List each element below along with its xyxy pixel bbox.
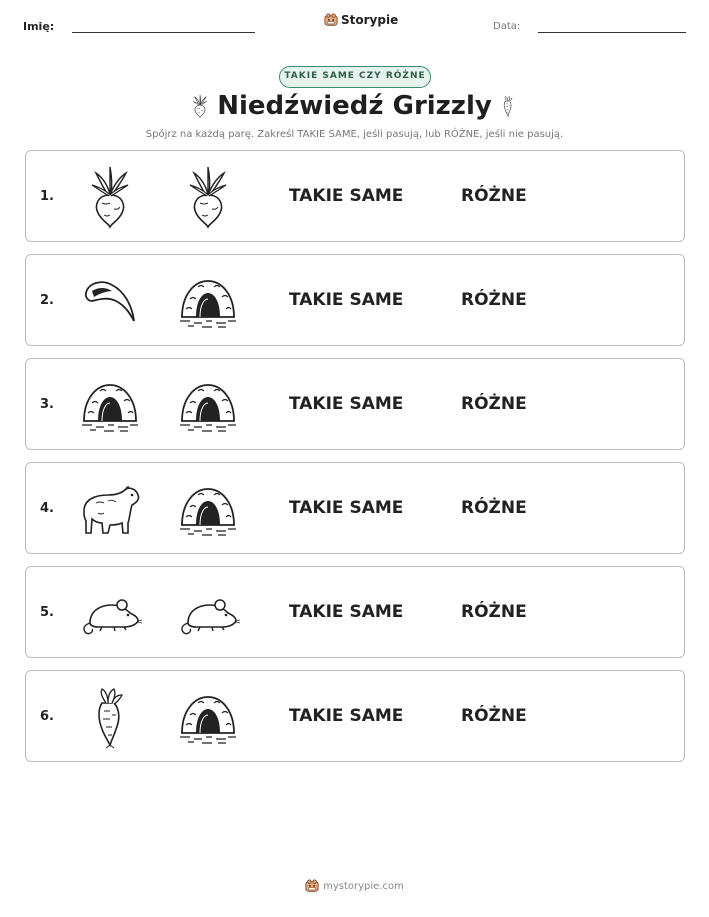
row-number: 3.	[40, 397, 54, 412]
same-option[interactable]: TAKIE SAME	[289, 290, 404, 310]
same-option[interactable]: TAKIE SAME	[289, 394, 404, 414]
exercise-row-1	[25, 150, 685, 242]
different-option[interactable]: RÓŻNE	[461, 290, 527, 310]
brand-name: Storypie	[341, 13, 399, 27]
exercise-row-2	[25, 254, 685, 346]
storypie-logo-icon	[305, 879, 319, 893]
beet-icon	[78, 165, 142, 229]
brand-logo	[324, 13, 398, 27]
instructions: Spójrz na każdą parę. Zakreśl TAKIE SAME, jeśli pasują, lub RÓŻNE, jeśli nie pasują.	[145, 129, 564, 140]
same-option[interactable]: TAKIE SAME	[289, 706, 404, 726]
row-number: 5.	[40, 605, 54, 620]
cave-icon	[176, 269, 240, 333]
beet-icon	[176, 165, 240, 229]
row-number: 6.	[40, 709, 54, 724]
different-option[interactable]: RÓŻNE	[461, 706, 527, 726]
exercise-row-5	[25, 566, 685, 658]
footer-url[interactable]: mystorypie.com	[323, 880, 404, 892]
page-title: Niedźwiedź Grizzly	[217, 91, 492, 121]
row-number: 2.	[40, 293, 54, 308]
claw-icon	[78, 269, 142, 333]
different-option[interactable]: RÓŻNE	[461, 186, 527, 206]
exercise-row-4	[25, 462, 685, 554]
storypie-logo-icon	[324, 13, 338, 27]
different-option[interactable]: RÓŻNE	[461, 602, 527, 622]
different-option[interactable]: RÓŻNE	[461, 394, 527, 414]
title-carrot-icon	[497, 91, 519, 121]
name-line[interactable]	[72, 32, 255, 33]
cave-icon	[176, 477, 240, 541]
worksheet-type-badge: TAKIE SAME CZY RÓŻNE	[279, 66, 431, 88]
date-line[interactable]	[538, 32, 686, 33]
footer	[0, 879, 709, 893]
mouse-icon	[78, 581, 142, 645]
date-label: Data:	[493, 21, 521, 32]
row-number: 4.	[40, 501, 54, 516]
exercise-row-3	[25, 358, 685, 450]
same-option[interactable]: TAKIE SAME	[289, 602, 404, 622]
different-option[interactable]: RÓŻNE	[461, 498, 527, 518]
row-number: 1.	[40, 189, 54, 204]
carrot-icon	[78, 685, 142, 749]
exercise-row-6	[25, 670, 685, 762]
bear-icon	[78, 477, 142, 541]
cave-icon	[176, 373, 240, 437]
mouse-icon	[176, 581, 240, 645]
same-option[interactable]: TAKIE SAME	[289, 498, 404, 518]
cave-icon	[176, 685, 240, 749]
same-option[interactable]: TAKIE SAME	[289, 186, 404, 206]
name-label: Imię:	[23, 20, 55, 33]
cave-icon	[78, 373, 142, 437]
